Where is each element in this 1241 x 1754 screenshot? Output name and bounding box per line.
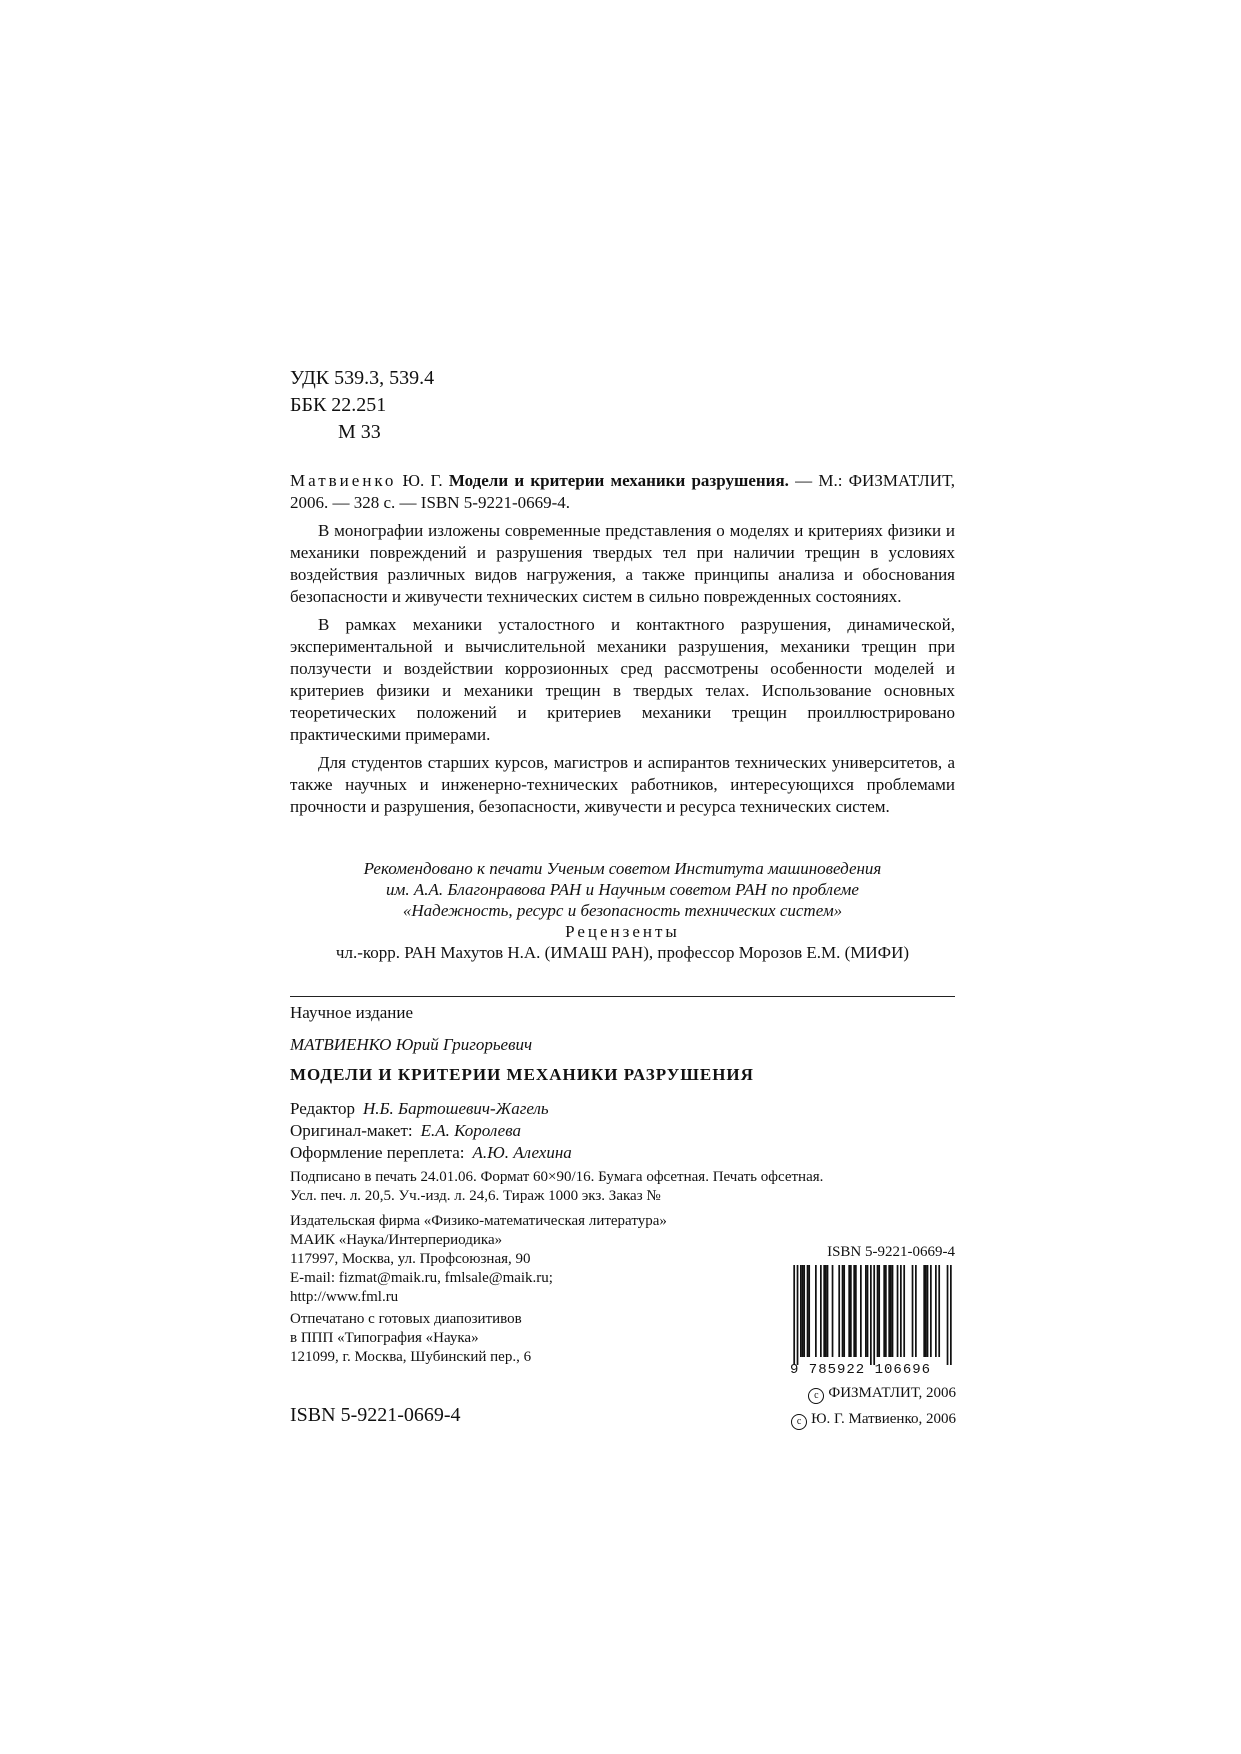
barcode-bar <box>927 1265 929 1357</box>
barcode-bar <box>802 1265 804 1357</box>
barcode-bar <box>938 1265 940 1357</box>
barcode-bar <box>820 1265 822 1357</box>
reviewers-heading: Рецензенты <box>565 922 680 941</box>
barcode-bar <box>867 1265 869 1357</box>
barcode-bar <box>900 1265 902 1357</box>
barcode-bar <box>848 1265 850 1357</box>
annotation-paragraph-1: В монографии изложены современные представления о моделях и критериях физики и механики повреждений и разрушения твердых тел при наличии трещин в условиях воздействия различных видов нагружения, а также принципы анализа и обоснования безопасности и живучести технических систем в сильно поврежденных состояниях. <box>290 521 955 606</box>
barcode-bar <box>825 1265 827 1357</box>
barcode-bar <box>853 1265 855 1357</box>
barcode-bar <box>873 1265 875 1365</box>
copyright-icon: c <box>808 1388 824 1404</box>
barcode-bars <box>790 1265 955 1365</box>
barcode-bar <box>808 1265 810 1357</box>
credit-cover <box>290 1142 955 1164</box>
recommendation-line-1: Рекомендовано к печати Ученым советом Института машиноведения <box>363 859 882 878</box>
barcode-bar <box>878 1265 880 1357</box>
printer-block <box>290 1310 710 1367</box>
barcode-bar <box>885 1265 887 1357</box>
barcode-bar <box>832 1265 834 1357</box>
barcode-bar <box>807 1265 809 1357</box>
credit-role: Редактор <box>290 1099 355 1118</box>
recommendation-line-3: «Надежность, ресурс и безопасность технических систем» <box>402 901 843 920</box>
credit-name: Н.Б. Бартошевич-Жагель <box>363 1099 549 1118</box>
isbn-footer: ISBN 5-9221-0669-4 <box>290 1404 461 1426</box>
copyright-text: Ю. Г. Матвиенко, 2006 <box>811 1411 956 1427</box>
copyright-publisher <box>756 1380 956 1406</box>
copyright-author <box>756 1406 956 1432</box>
author-full-name: МАТВИЕНКО Юрий Григорьевич <box>290 1035 533 1054</box>
barcode-bar <box>892 1265 894 1357</box>
barcode-bar <box>915 1265 917 1357</box>
printer-line: в ППП «Типография «Наука» <box>290 1330 479 1346</box>
separator-rule <box>290 996 955 997</box>
annotation-paragraph-2: В рамках механики усталостного и контактного разрушения, динамической, экспериментальной и вычислительной механики разрушения, механики трещин при ползучести и воздействии коррозионных сред рассмотрены особенности моделей и критериев физики и механики трещин в твердых телах. Использование основных теоретических положений и критериев механики трещин проиллюстрировано практическими примерами. <box>290 615 955 744</box>
barcode-bar <box>877 1265 879 1357</box>
barcode-bar <box>947 1265 949 1365</box>
barcode-bar <box>800 1265 802 1357</box>
barcode-bar <box>815 1265 817 1357</box>
barcode-bar <box>897 1265 899 1357</box>
copyrights-block <box>756 1380 956 1432</box>
barcode-bar <box>890 1265 892 1357</box>
credits-block <box>290 1098 955 1164</box>
publisher-line: 117997, Москва, ул. Профсоюзная, 90 <box>290 1251 531 1267</box>
print-info <box>290 1168 955 1206</box>
barcode-bar <box>935 1265 937 1357</box>
biblio-header <box>290 470 955 514</box>
credit-name: А.Ю. Алехина <box>472 1143 572 1162</box>
credit-role: Оформление переплета: <box>290 1143 465 1162</box>
print-info-line-1: Подписано в печать 24.01.06. Формат 60×90/16. Бумага офсетная. Печать офсетная. <box>290 1169 824 1185</box>
barcode-bar <box>838 1265 840 1357</box>
author-initials: Ю. Г. <box>402 471 443 490</box>
barcode-bar <box>797 1265 799 1365</box>
barcode-bar <box>930 1265 932 1357</box>
barcode-bar <box>842 1265 844 1357</box>
credit-name: Е.А. Королева <box>420 1121 521 1140</box>
barcode-bar <box>870 1265 872 1365</box>
barcode-bar <box>793 1265 795 1365</box>
barcode-block <box>790 1243 955 1377</box>
publisher-email: E-mail: fizmat@maik.ru, fmlsale@maik.ru; <box>290 1270 553 1286</box>
edition-type: Научное издание <box>290 1003 414 1022</box>
udc-code: УДК 539.3, 539.4 <box>290 367 435 389</box>
reviewers-text: чл.-корр. РАН Махутов Н.А. (ИМАШ РАН), профессор Морозов Е.М. (МИФИ) <box>335 943 910 962</box>
bbk-code: ББК 22.251 <box>290 394 387 416</box>
publisher-block <box>290 1212 710 1307</box>
barcode-bar <box>883 1265 885 1357</box>
classification-block <box>290 365 955 446</box>
imprint-details: М.: ФИЗМАТЛИТ, 2006. — 328 с. — ISBN 5-9221-0669-4. <box>290 471 956 512</box>
barcode-bar <box>923 1265 925 1357</box>
barcode-isbn-label: ISBN 5-9221-0669-4 <box>827 1244 955 1260</box>
barcode-bar <box>925 1265 927 1357</box>
bibliographic-description <box>290 470 955 824</box>
annotation-paragraph-3: Для студентов старших курсов, магистров и аспирантов технических университетов, а также научных и инженерно-технических работников, интересующихся проблемами прочности и разрушения, безопасности, живучести и ресурса технических систем. <box>290 753 955 816</box>
barcode-bar <box>827 1265 829 1357</box>
recommendation-block <box>290 858 955 921</box>
barcode-bar <box>903 1265 905 1357</box>
author-surname: Матвиенко <box>290 471 397 490</box>
printer-line: 121099, г. Москва, Шубинский пер., 6 <box>290 1349 532 1365</box>
author-mark: М 33 <box>338 421 381 443</box>
publisher-line: МАИК «Наука/Интерпериодика» <box>290 1232 503 1248</box>
barcode-bar <box>950 1265 952 1365</box>
barcode-bar <box>865 1265 867 1357</box>
barcode-bar <box>860 1265 862 1357</box>
barcode-bar <box>843 1265 845 1357</box>
credit-role: Оригинал-макет: <box>290 1121 413 1140</box>
barcode-bar <box>855 1265 857 1357</box>
title-dash: — <box>795 471 813 490</box>
print-info-line-2: Усл. печ. л. 20,5. Уч.-изд. л. 24,6. Тираж 1000 экз. Заказ № <box>290 1188 661 1204</box>
credit-editor <box>290 1098 955 1120</box>
barcode-digits: 9 785922 106696 <box>790 1362 932 1378</box>
book-title-bold: Модели и критерии механики разрушения. <box>448 471 789 490</box>
credit-layout <box>290 1120 955 1142</box>
publisher-url: http://www.fml.ru <box>290 1289 399 1305</box>
barcode-bar <box>912 1265 914 1357</box>
book-title-caps: МОДЕЛИ И КРИТЕРИИ МЕХАНИКИ РАЗРУШЕНИЯ <box>290 1065 754 1084</box>
barcode-bar <box>823 1265 825 1357</box>
barcode-bar <box>803 1265 805 1357</box>
printer-line: Отпечатано с готовых диапозитивов <box>290 1311 522 1327</box>
barcode-bar <box>888 1265 890 1357</box>
recommendation-line-2: им. А.А. Благонравова РАН и Научным советом РАН по проблеме <box>386 880 859 899</box>
publisher-line: Издательская фирма «Физико-математическая литература» <box>290 1213 667 1229</box>
copyright-text: ФИЗМАТЛИТ, 2006 <box>828 1385 956 1401</box>
barcode-bar <box>850 1265 852 1357</box>
copyright-icon: c <box>791 1414 807 1430</box>
